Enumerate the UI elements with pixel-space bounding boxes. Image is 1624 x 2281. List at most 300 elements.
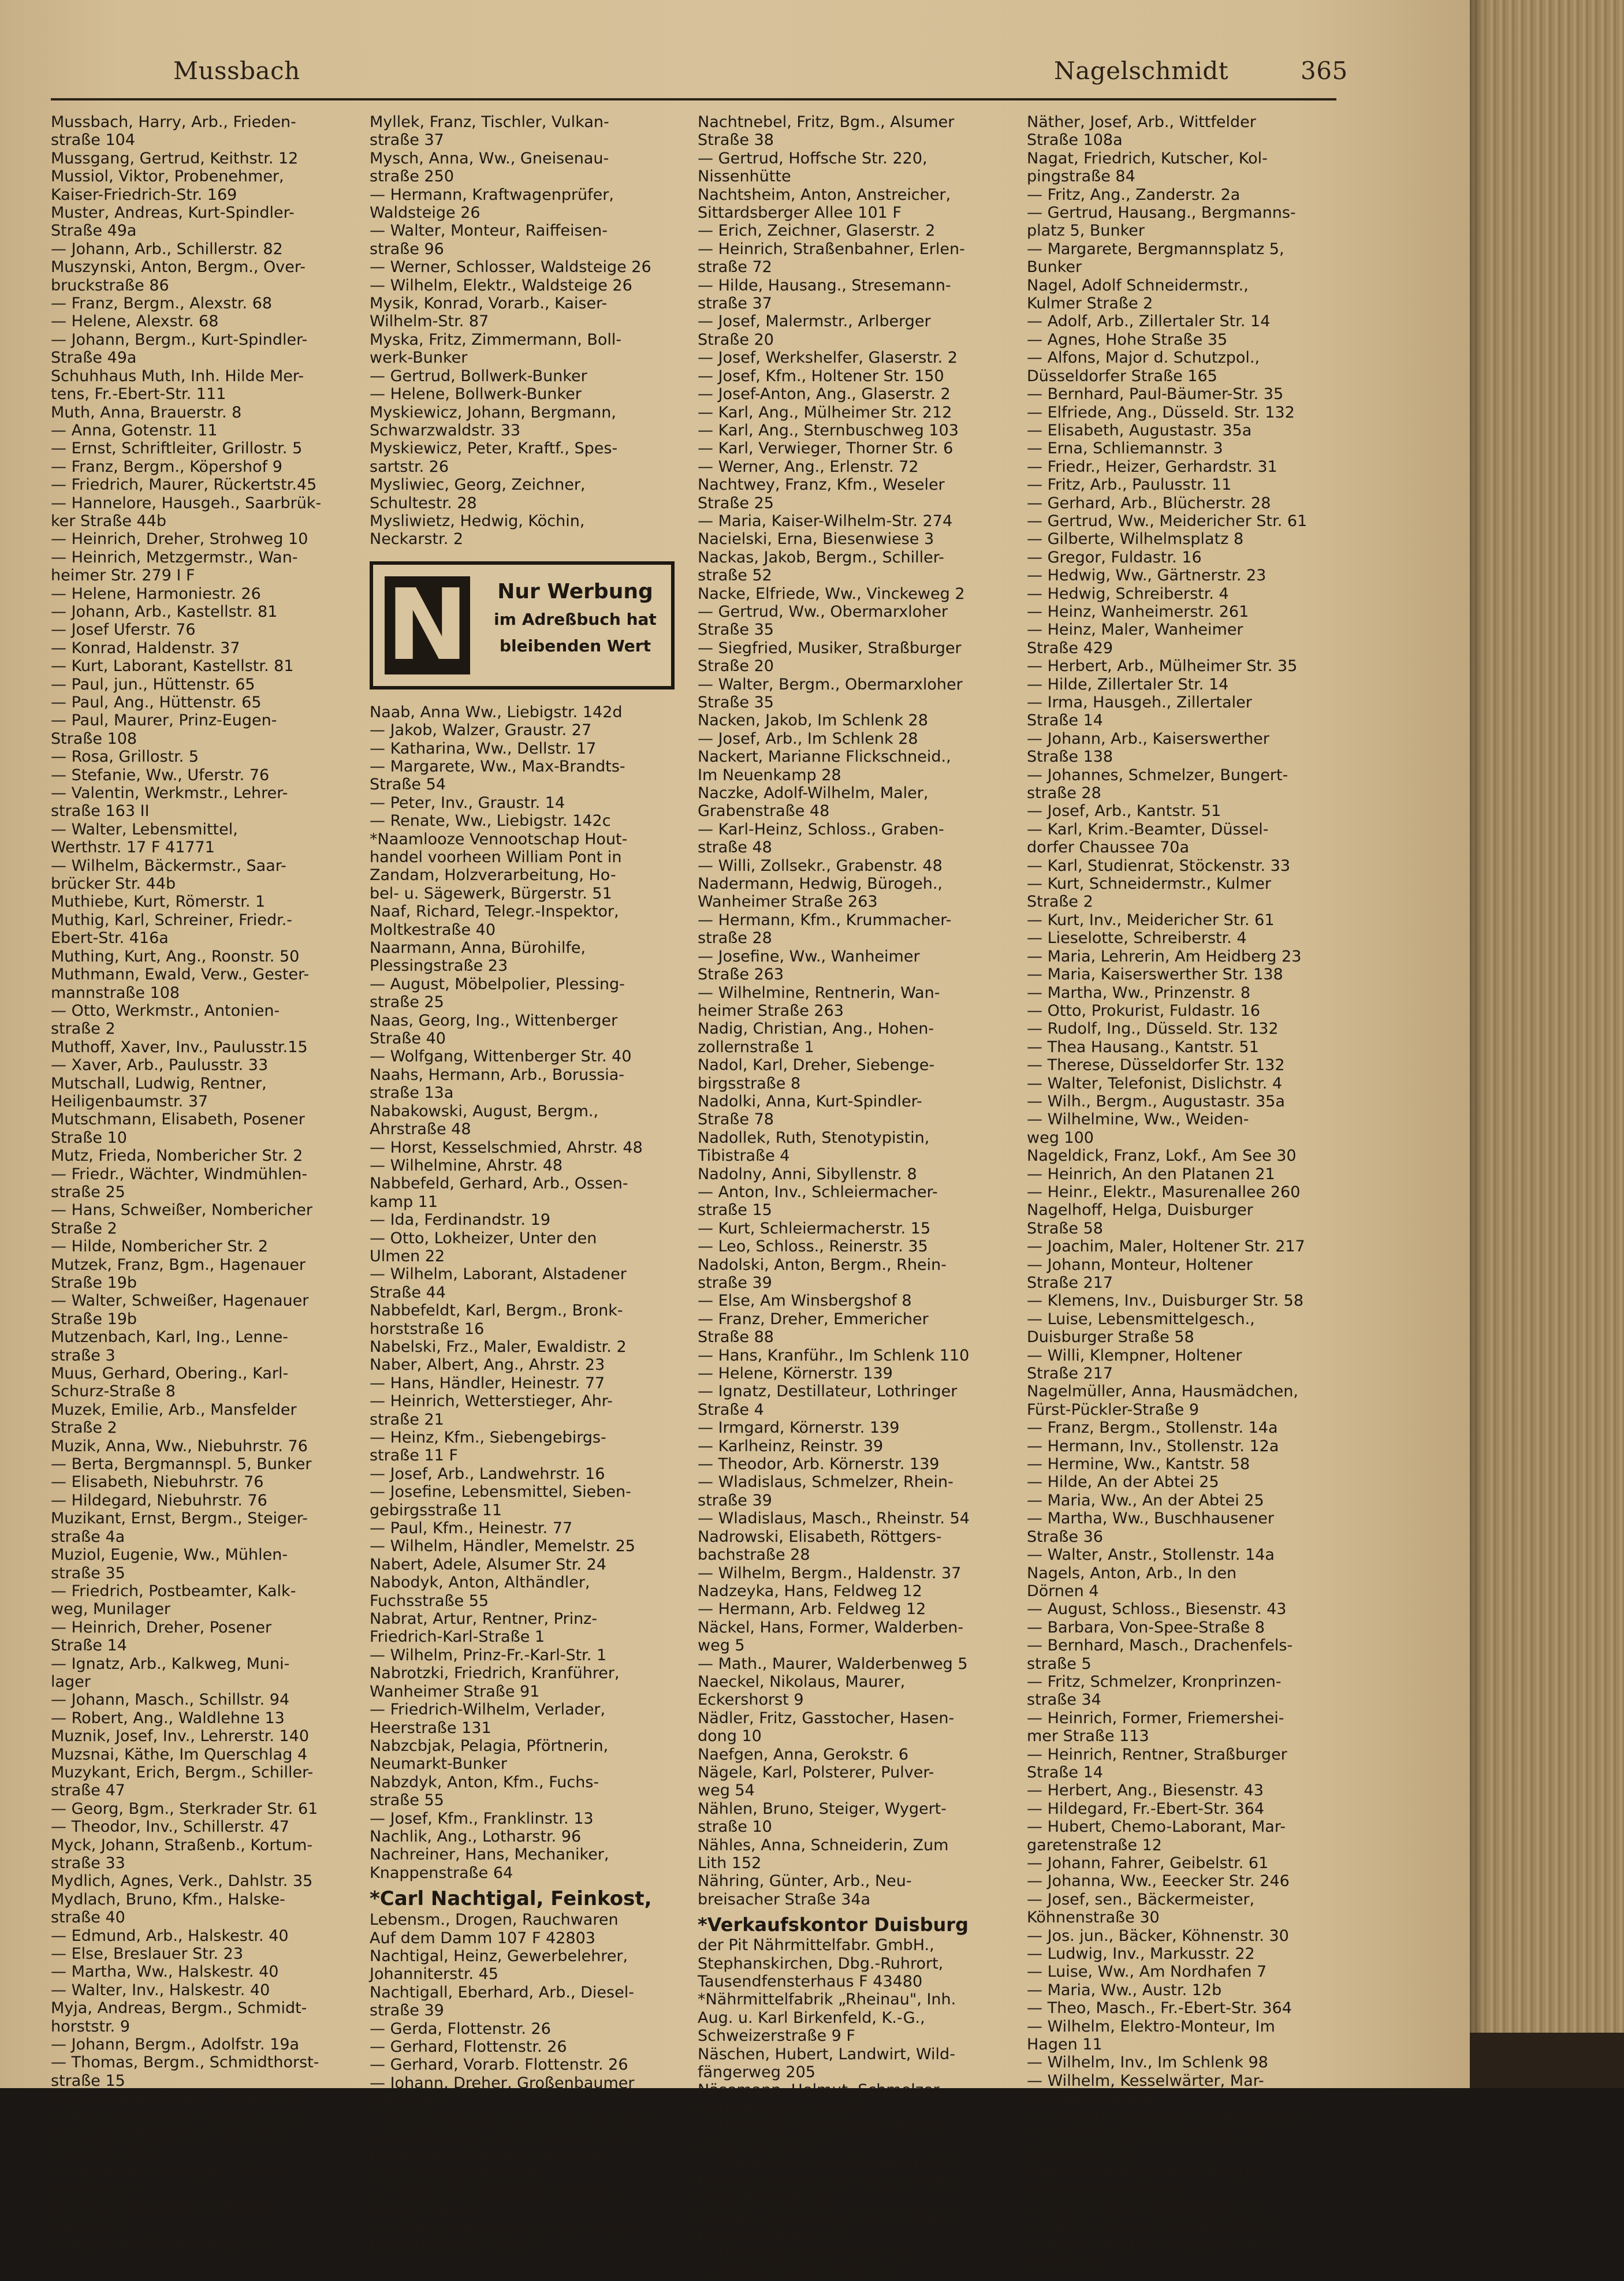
ad-text (483, 577, 668, 659)
directory-entry-line: gebirgsstraße 11 (370, 1501, 502, 1519)
directory-entry-line: Nadermann, Hedwig, Bürogeh., (698, 875, 943, 893)
directory-entry-line: — Rosa, Grillostr. 5 (51, 748, 199, 766)
directory-entry-line: Allee 141 (370, 2092, 443, 2111)
directory-entry-line: Ahrstraße 48 (370, 1120, 471, 1139)
directory-entry-line: — Katharina, Ww., Dellstr. 17 (370, 739, 597, 758)
directory-entry-line: straße 37 (370, 131, 444, 150)
directory-entry-line: — Alfons, Major d. Schutzpol., (1027, 349, 1260, 367)
directory-entry-line: Nabelski, Frz., Maler, Ewaldistr. 2 (370, 1337, 627, 1356)
directory-entry-line: Schwarzwaldstr. 33 (370, 421, 521, 439)
directory-entry-line: Mysliwietz, Hedwig, Köchin, (370, 512, 585, 530)
directory-entry-line: Straße 2 (1027, 893, 1093, 911)
directory-entry-line: Zandam, Holzverarbeitung, Ho- (370, 866, 616, 885)
directory-entry-line: Nädler, Fritz, Gasstocher, Hasen- (698, 1709, 955, 1727)
directory-entry-line: Straße 38 (698, 131, 774, 150)
directory-entry-line: Mussgang, Gertrud, Keithstr. 12 (51, 149, 299, 167)
header-rule (51, 98, 1336, 100)
directory-entry-line: — Margarete, Ww., Max-Brandts- (370, 757, 625, 776)
directory-entry-line: Nähles, Anna, Schneiderin, Zum (698, 1836, 949, 1854)
directory-entry-line: Nachtwey, Franz, Kfm., Weseler (698, 476, 945, 494)
directory-entry-line: — Erich, Zeichner, Glaserstr. 2 (698, 222, 936, 240)
directory-entry-line: — Kurt, Laborant, Kastellstr. 81 (51, 657, 294, 676)
directory-entry-line: mannstraße 108 (51, 983, 180, 1002)
header-right-keyword: Nagelschmidt (1054, 57, 1229, 85)
directory-entry-line: — Barbara, Von-Spee-Straße 8 (1027, 1618, 1265, 1637)
directory-entry-line: straße 10a (51, 2181, 135, 2199)
directory-entry-line: straße 29 (1027, 2253, 1101, 2271)
directory-entry-line: Nabzdyk, Anton, Kfm., Fuchs- (370, 1773, 599, 1791)
directory-entry-line: Straße 54 (370, 776, 446, 794)
directory-entry-line: Naefgen, Anna, Gerokstr. 6 (698, 1745, 909, 1764)
directory-entry-line: — Karl, Ang., Sternbuschweg 103 (698, 421, 959, 439)
directory-entry-line: Straße 25 (698, 494, 774, 512)
directory-entry-line: Straße 49a (51, 222, 137, 240)
directory-entry-line: — Edmund, Arb., Halskestr. 40 (51, 1926, 289, 1945)
directory-entry-line: — Wilhelmine, Ww., Weiden- (1027, 1110, 1249, 1129)
directory-entry-line: Mutschmann, Elisabeth, Posener (51, 1110, 305, 1129)
directory-entry-line: — Xaver, Arb., Paulusstr. 33 (51, 1056, 269, 1075)
directory-entry-line: Naczke, Adolf-Wilhelm, Maler, (698, 784, 929, 803)
directory-entry-line: — Friedrich, Postbeamter, Kalk- (51, 1582, 296, 1600)
directory-entry-line: Muster, Andreas, Kurt-Spindler- (51, 204, 295, 222)
directory-entry-line: — Walter, Anstr., Stollenstr. 14a (1027, 1546, 1275, 1564)
directory-entry-line: straße 47 (51, 1781, 125, 1800)
directory-entry-line: straße 39 (698, 1274, 772, 1292)
directory-entry-line: — Heinrich, Former, Friemershei- (1027, 1709, 1284, 1727)
directory-entry-line: — Kurt, Inv., Meidericher Str. 61 (1027, 911, 1275, 929)
directory-entry-line: horststr. 9 (51, 2017, 131, 2036)
directory-entry-line: Nabodyk, Anton, Althändler, (370, 1574, 590, 1592)
directory-entry-line: Nählen, Bruno, Steiger, Wygert- (698, 1799, 947, 1818)
directory-entry-line: — Stefanie, Ww., Uferstr. 76 (51, 766, 270, 784)
directory-entry-line: — Hedwig, Ww., Gärtnerstr. 23 (1027, 566, 1267, 585)
directory-entry-line: Nagels, Anton, Arb., In den (1027, 1564, 1237, 1582)
directory-entry-line: — Hermann Mechaniker, Habs- (698, 2118, 940, 2136)
directory-entry-line: — Anton, Inv., Schleiermacher- (698, 1183, 938, 1201)
directory-entry-line: — Hans, Im Birkenkamp 12 (51, 2235, 263, 2253)
directory-entry-line: — Walter, Telefonist, Dislichstr. 4 (1027, 1074, 1283, 1093)
directory-entry-line: Friedrich-Karl-Straße 1 (370, 1628, 545, 1646)
ad-line-1: Nur Werbung (497, 579, 653, 603)
directory-entry-line: — Otto, Prokurist, Fuldastr. 16 (1027, 1001, 1261, 1020)
directory-entry-line: Schultestr. 28 (370, 494, 477, 512)
directory-entry-line: Schuhhaus Muth, Inh. Hilde Mer- (51, 367, 304, 385)
directory-entry-line: Mutzenbach, Karl, Ing., Lenne- (51, 1328, 288, 1347)
directory-entry-line: straße 40 (51, 1909, 125, 1927)
directory-entry-line: Myllek, Franz, Tischler, Vulkan- (370, 113, 609, 131)
directory-entry-line: — Gertrud, Ww., Obermarxloher (698, 602, 948, 621)
directory-entry-line: Nähring, Günter, Arb., Neu- (698, 1872, 912, 1891)
directory-entry-line: — Josef, Arb., Kantstr. 51 (1027, 802, 1221, 821)
directory-entry-line: — Ignatz, Arb., Kalkweg, Muni- (51, 1654, 290, 1673)
directory-entry-line: Myskiewicz, Johann, Bergmann, (370, 403, 616, 422)
directory-entry-line: — Thea Hausang., Kantstr. 51 (1027, 1038, 1259, 1056)
directory-entry-line: Nagel, Adolf Schneidermstr., (1027, 276, 1249, 295)
directory-entry-line: Lebensm., Drogen, Rauchwaren (370, 1911, 619, 1929)
directory-entry-line: — Karl-Heinz, Schloss., Graben- (698, 820, 944, 838)
directory-entry-line: — Martha, Ww., Halskestr. 40 (51, 1963, 279, 1981)
directory-entry-line: Muthing, Kurt, Ang., Roonstr. 50 (51, 947, 300, 966)
directory-entry-line: — Hildegard, Fr.-Ebert-Str. 364 (1027, 1799, 1265, 1818)
directory-entry-line: Schurz-Straße 8 (51, 1382, 176, 1401)
directory-entry-line: beckstraße 2 F 30447 (370, 2237, 540, 2256)
directory-entry-line: — Gerda, Flottenstr. 26 (370, 2019, 551, 2038)
directory-entry-line: — Hedwig, Schreiberstr. 4 (1027, 584, 1229, 603)
directory-entry-line: Myland, Elisabeth, Im Birken- (51, 2198, 279, 2217)
directory-entry-line: straße 15 (51, 2071, 125, 2090)
directory-entry-line: — Werner, Schlosser, Waldsteige 26 (370, 258, 651, 277)
directory-entry-line: — Walter, Schweißer, Hagenauer (51, 1292, 309, 1310)
directory-entry-line: — Gertrud, Ww., Meidericher Str. 61 (1027, 512, 1308, 530)
ad-line-2: im Adreßbuch hat (494, 609, 657, 629)
directory-entry-line: weg 100 (1027, 1128, 1094, 1147)
directory-entry-line: straße 28 (1027, 784, 1101, 803)
directory-entry-line: Naeckel, Nikolaus, Maurer, (698, 1672, 906, 1691)
directory-entry-line: — Josef, Arb., Landwehrstr. 16 (370, 1464, 605, 1483)
directory-entry-line: Neumarkt-Bunker (370, 1755, 508, 1773)
column-2-entries (370, 703, 679, 1882)
directory-entry-line: — Hans, Kranführ., Im Schlenk 110 (698, 1346, 970, 1365)
directory-entry-line: — Walter, Valenkamp 15 (698, 2263, 890, 2281)
directory-entry-line: Muszynski, Anton, Bergm., Over- (51, 258, 306, 277)
directory-entry-line: Muzsnai, Käthe, Im Querschlag 4 (51, 1745, 308, 1764)
directory-entry-line: Tibistraße 4 (698, 1147, 790, 1165)
directory-entry-line: — Helene, Bollwerk-Bunker (370, 385, 582, 404)
directory-entry-line: — Franz, Dreher, Emmericher (698, 1310, 929, 1328)
directory-entry-line: — Willi, Klempner, Holtener (1027, 1346, 1242, 1365)
directory-entry-line: Muthoff, Xaver, Inv., Paulusstr.15 (51, 1038, 308, 1056)
directory-entry-line: Straße 2 (51, 1219, 117, 1238)
directory-entry-line: straße 104 (51, 131, 136, 150)
directory-entry-line: Straße 78 (698, 1110, 774, 1129)
directory-entry-line: birgsstraße 8 (698, 1074, 801, 1093)
directory-entry-line: straße 33 (51, 1854, 125, 1872)
directory-entry-line: — Theodor, Arb. Körnerstr. 139 (698, 1455, 940, 1474)
directory-entry-line: Nadrowski, Elisabeth, Röttgers- (698, 1527, 942, 1546)
directory-entry-line: Knaudt-Straße 32 (698, 2190, 835, 2208)
directory-entry-line: Straße 10 (51, 1128, 127, 1147)
directory-entry-line: — Anna, Gotenstr. 11 (51, 421, 218, 439)
directory-entry-line: fängerweg 205 (698, 2063, 815, 2082)
directory-entry-line: — Maria, Ww., Austr. 12b (1027, 1981, 1222, 1999)
directory-entry-line: — Irma, Hausgeh., Zillertaler (1027, 694, 1252, 711)
directory-entry-line: — Franz, Bergm., Stollenstr. 14a (1027, 1419, 1278, 1437)
directory-entry-line: Näther, Josef, Arb., Wittfelder (1027, 113, 1256, 131)
directory-entry-line: Dieselstr. 10a (51, 2144, 158, 2163)
directory-entry-line: Tausendfensterhaus F 43480 (698, 1973, 923, 1991)
directory-entry-line: heimer Str. 279 I F (51, 566, 195, 585)
directory-entry-line: Nabbefeld, Gerhard, Arb., Ossen- (370, 1175, 628, 1193)
directory-entry-line: weg, Munilager (51, 1600, 170, 1619)
directory-entry-line: — Karlheinz, Reinstr. 39 (698, 1437, 884, 1455)
directory-entry-line: — Jos. jun., Bäcker, Köhnenstr. 30 (1027, 1926, 1289, 1945)
directory-entry-line: Mutschall, Ludwig, Rentner, (51, 1074, 267, 1093)
directory-entry-line: straße 52 (698, 566, 772, 585)
directory-entry-line: Nachtmann, Eduard, Werkmstr., (370, 2146, 619, 2165)
directory-entry-line: — Theodor, Inv., Schillerstr. 47 (51, 1818, 290, 1836)
directory-entry-line: — Peter, Hauer, Coupettestr. 13 (1027, 2217, 1276, 2235)
directory-entry-line: — Berta, Bergmannspl. 5, Bunker (51, 1455, 312, 1474)
column-3-tail-entries (698, 1936, 1007, 2281)
ad-line-3: bleibenden Wert (500, 636, 651, 655)
directory-entry-line: — Fritz, Arb., Paulusstr. 11 (1027, 476, 1232, 494)
directory-entry-line: straße 15 (698, 1201, 772, 1220)
page-number: 365 (1301, 57, 1348, 85)
directory-entry-line: — Walter, Lebensmittel, (51, 820, 238, 838)
directory-entry-line: lager (51, 1672, 91, 1691)
directory-entry-line: — Karl, Verwieger, Thorner Str. 6 (698, 439, 953, 458)
directory-entry-line: straße 25 (370, 993, 444, 1012)
directory-entry-line: — Ernst, Schriftleiter, Grillostr. 5 (51, 439, 303, 458)
directory-entry-line: Myk, Johann, Bergm., Jahnstr. 71 (51, 2090, 306, 2108)
directory-entry-line: dong 10 (698, 1727, 762, 1746)
directory-entry-line: — Josef, Kfm., Holtener Str. 150 (698, 367, 944, 385)
directory-entry-line: — Karl, Studienrat, Stöckenstr. 33 (1027, 856, 1291, 875)
directory-entry-line: bergstraße 21 (370, 2201, 480, 2219)
directory-entry-line: Grabenstraße 48 (698, 802, 830, 821)
directory-entry-line: garetenstraße 12 (1027, 1836, 1162, 1854)
directory-entry-line: — Heinrich, Dreher, Strohweg 10 (51, 530, 308, 549)
directory-entry-line: straße 34 (1027, 1691, 1101, 1709)
directory-entry-line: — Horst, Kesselschmied, Ahrstr. 48 (370, 1138, 643, 1157)
directory-entry-line: — Wilhelm, Schloss., Matthesstr. 8a (1027, 2108, 1305, 2126)
directory-entry-line: Myck, Johann, Straßenb., Kortum- (51, 1836, 313, 1854)
directory-entry-line: Muus, Gerhard, Obering., Karl- (51, 1365, 289, 1383)
directory-entry-line: — Renate, Ww., Liebigstr. 142c (370, 812, 611, 830)
directory-entry-line: — Josefine, Lebensmittel, Sieben- (370, 1483, 631, 1501)
directory-entry-line: Straße 14 (1027, 711, 1103, 730)
directory-entry-line: Muzykant, Erich, Bergm., Schiller- (51, 1763, 314, 1781)
directory-entry-line: burgerstraße 27 (698, 2135, 824, 2154)
directory-entry-line: ker Straße 44b (51, 512, 167, 530)
directory-entry-line: Straße 429 (1027, 639, 1113, 657)
book-page-edges (1470, 0, 1624, 2088)
directory-entry-line: — Martha, Ww., Prinzenstr. 8 (1027, 983, 1251, 1002)
directory-entry-line: Naab, Anna Ww., Liebigstr. 142d (370, 703, 623, 721)
directory-entry-line: Naaf, Richard, Telegr.-Inspektor, (370, 903, 619, 921)
directory-entry-line: — Ferdinand, Verputzer, Ranen- (370, 2183, 618, 2201)
directory-entry-line: — Walter, Bergm., Obermarxloher (698, 675, 963, 694)
directory-entry-line: Nacielski, Erna, Biesenwiese 3 (698, 530, 934, 549)
directory-entry-line: Im Neuenkamp 28 (698, 766, 841, 784)
page-edge-shadow (1470, 0, 1486, 2088)
directory-entry-line: — Franz, Bergm., Alexstr. 68 (51, 295, 273, 313)
directory-entry-line: — Luise, Ww., Am Nordhafen 7 (1027, 1963, 1267, 1981)
directory-entry-line: Nachlik, Ang., Lotharstr. 96 (370, 1827, 582, 1846)
directory-entry-line: — Josef, sen., Bäckermeister, (1027, 1890, 1255, 1909)
directory-entry-line: Moltkestraße 40 (370, 920, 496, 939)
directory-entry-line: Nadolki, Anna, Kurt-Spindler- (698, 1092, 922, 1110)
directory-entry-line: — Konrad, Haldenstr. 37 (51, 639, 240, 657)
directory-entry-line: — Gertrud, Hoffsche Str. 220, (698, 149, 928, 167)
directory-entry-line: Naber, Albert, Ang., Ahrstr. 23 (370, 1356, 605, 1374)
directory-entry-line: kamp 11 (370, 1192, 438, 1211)
directory-entry-line: — Therese, Düsseldorfer Str. 132 (1027, 1056, 1285, 1075)
directory-entry-line: sartstr. 26 (370, 457, 449, 476)
directory-entry-line: — Georg, Bgm., Sterkrader Str. 61 (51, 1799, 318, 1818)
directory-entry-line: — Bernhard, Masch., Drachenfels- (1027, 1637, 1293, 1655)
directory-entry-line: Plessingstraße 23 (370, 957, 508, 975)
directory-entry-line: straße 3 (51, 1346, 116, 1365)
directory-entry-line: — Ida, Ferdinandstr. 19 (370, 1211, 551, 1229)
directory-entry-line: brücker Str. 44b (51, 875, 176, 893)
directory-entry-line: Straße 263 (698, 966, 784, 984)
directory-entry-line: — August, Möbelpolier, Plessing- (370, 975, 625, 993)
directory-entry-line: — Robert, Ang., Waldlehne 13 (51, 1709, 285, 1727)
directory-entry-line: — Erna, Schliemannstr. 3 (1027, 439, 1223, 458)
directory-entry-line: Nadig, Christian, Ang., Hohen- (698, 1020, 934, 1038)
directory-entry-line: — Fritz, Ang., Zanderstr. 2a (1027, 185, 1241, 204)
directory-entry-line: straße 39 (370, 2002, 444, 2020)
column-3 (698, 113, 1007, 2281)
directory-entry-line: — Elisabeth, Augustastr. 35a (1027, 421, 1252, 439)
directory-entry-line: — Johann, Fahrer, Geibelstr. 61 (1027, 1854, 1269, 1872)
directory-entry-line: — Joachim, Maler, Holtener Str. 217 (1027, 1238, 1305, 1256)
directory-entry-line: — Helene, Harmoniestr. 26 (51, 584, 261, 603)
directory-entry-line: Knappenstraße 64 (370, 1863, 513, 1882)
directory-entry-line: — Otto, Lokheizer, Unter den (370, 1229, 597, 1247)
directory-entry-line: — Friedr., Wächter, Windmühlen- (51, 1165, 308, 1183)
directory-entry-line: — Elisabeth, Niebuhrstr. 76 (51, 1473, 264, 1492)
directory-entry-line: — Heinrich, Straßenbahner, Erlen- (698, 240, 965, 258)
directory-entry-line: — Walter, Inv., Halskestr. 40 (51, 1981, 270, 1999)
directory-entry-line: Fürst-Pückler-Straße 9 (1027, 1400, 1200, 1419)
directory-entry-line: Overbruckstraße 60 (1027, 2181, 1183, 2199)
directory-entry-line: — Lieselotte, Hausgeh., Diesel- (51, 2162, 295, 2181)
directory-entry-line: — Margarete, Bergmannsplatz 5, (1027, 240, 1284, 258)
directory-entry-line: — Hermann, Kraftwagenprüfer, (370, 185, 614, 204)
directory-entry-line: horststraße 16 (370, 1320, 485, 1338)
directory-entry-line: — Hermann, Kfm., Krummacher- (698, 911, 952, 929)
directory-entry-line: — Heinrich, An den Platanen 21 (1027, 1165, 1275, 1183)
directory-entry-line: — Willi, Zollsekr., Grabenstr. 48 (698, 856, 943, 875)
directory-entry-line: Nackert, Marianne Flickschneid., (698, 748, 951, 766)
directory-entry-line: — Paul, Schweißer, Werthstr. 21 (51, 2108, 300, 2126)
directory-entry-line: Mykowski, Bernhard, Rentner, (51, 2126, 284, 2145)
directory-entry-line: — Wilhelm, Elektr., Waldsteige 26 (370, 276, 632, 295)
directory-entry-line: Straße 138 (1027, 748, 1113, 766)
directory-entry-line: Düsseldorfer Straße 165 (1027, 367, 1217, 385)
directory-entry-line: Straße 14 (51, 1637, 127, 1655)
directory-entry-line: Nadol, Karl, Dreher, Siebenge- (698, 1056, 935, 1075)
directory-entry-line: — Irmgard, Körnerstr. 139 (698, 1419, 900, 1437)
directory-entry-line: Naeser, Gerhard, Dr.-Ing., Schulz- (698, 2172, 959, 2190)
directory-entry-line: Nabakowski, August, Bergm., (370, 1102, 599, 1120)
directory-entry-line: — Maria, Kaiserswerther Str. 138 (1027, 966, 1283, 984)
directory-entry-line: pingstraße 84 (1027, 167, 1135, 186)
directory-entry-line: Heerstraße 131 (370, 1719, 491, 1737)
directory-entry-line: — Josef Uferstr. 76 (51, 621, 196, 639)
directory-entry-line: — Karl, Krim.-Beamter, Düssel- (1027, 820, 1269, 838)
directory-entry-line: Nagelhoff, Helga, Duisburger (1027, 1201, 1253, 1220)
directory-entry-line: Nägele, Karl, Polsterer, Pulver- (698, 1763, 934, 1781)
directory-entry-line: Mutz, Frieda, Nombericher Str. 2 (51, 1147, 303, 1165)
directory-entry-line: Magnus-Straße 13 (698, 2226, 840, 2245)
directory-entry-line: — Else, Am Winsbergshof 8 (698, 1292, 912, 1310)
directory-entry-line: — Hans, Schweißer, Nombericher (51, 1201, 312, 1220)
directory-entry-line: — Luise, Lebensmittelgesch., (1027, 1310, 1255, 1328)
directory-entry-line: Straße 35 (698, 694, 774, 711)
directory-entry-line: Muth, Anna, Brauerstr. 8 (51, 403, 242, 422)
directory-entry-line: Wilhelm-Str. 87 (370, 312, 489, 331)
directory-entry-line: Dörnen 4 (1027, 1582, 1099, 1600)
advertisement-box (370, 561, 675, 689)
directory-entry-line: — Heinz, Wanheimerstr. 261 (1027, 602, 1249, 621)
column-2-tail-entries (370, 1911, 679, 2256)
directory-entry-line: Nadolny, Anni, Sibyllenstr. 8 (698, 1165, 917, 1183)
directory-entry-line: — Wladislaus, Masch., Rheinstr. 54 (698, 1510, 970, 1528)
directory-entry-line: — Paul, Maurer, Prinz-Eugen- (51, 711, 277, 730)
directory-entry-line: Nagelschmidt, Johann, Bergm., (1027, 2162, 1269, 2181)
directory-entry-line: Straße 2 (51, 1419, 117, 1437)
directory-entry-line: — Lieselotte, Schreiberstr. 4 (1027, 929, 1247, 948)
directory-entry-line: bel- u. Sägewerk, Bürgerstr. 51 (370, 884, 612, 903)
directory-entry-line: Straße 108 (51, 729, 137, 748)
directory-entry-line: — Gerhard, Arb., Blücherstr. 28 (1027, 494, 1271, 512)
directory-entry-line: Näsemann, Helmut, Schmelzer, (698, 2081, 945, 2100)
directory-entry-line: Mysliwiec, Georg, Zeichner, (370, 476, 586, 494)
directory-entry-line: — Herbert, Arb., Mülheimer Str. 35 (1027, 657, 1298, 676)
directory-entry-line: straße 21 (370, 1410, 444, 1429)
directory-entry-line: — Klemens, Inv., Duisburger Str. 58 (1027, 1292, 1304, 1310)
directory-entry-line: — Paul, Kfm., Heinestr. 77 (370, 1519, 573, 1538)
directory-entry-line: — Johann, Masch., Schillstr. 94 (51, 1691, 290, 1709)
directory-entry-line: Straße 88 (698, 1328, 774, 1347)
directory-entry-line: Straße 40 (370, 1030, 446, 1048)
directory-entry-line: — Werner, Ang., Erlenstr. 72 (698, 457, 919, 476)
directory-entry-line: — Math., Maurer, Walderbenweg 5 (698, 1654, 968, 1673)
directory-entry-line: Muzikant, Ernst, Bergm., Steiger- (51, 1510, 308, 1528)
directory-entry-line: — Heinz, Kfm., Siebengebirgs- (370, 1429, 606, 1447)
directory-entry-line: — Friedr., Heizer, Gerhardstr. 31 (1027, 457, 1277, 476)
column-4 (1027, 113, 1336, 2271)
directory-entry-line: — Johann, Bergm., Kurt-Spindler- (51, 330, 308, 349)
directory-entry-line: Nachtigal, Heinz, Gewerbelehrer, (370, 1947, 628, 1965)
directory-entry-line: — Rudolf, Ing., Düsseld. Str. 132 (1027, 1020, 1279, 1038)
directory-entry-line: Muthig, Karl, Schreiner, Friedr.- (51, 911, 293, 929)
directory-entry-line: — Maria, Kaiser-Wilhelm-Str. 274 (698, 512, 953, 530)
directory-entry-line: Naas, Georg, Ing., Wittenberger (370, 1011, 618, 1030)
directory-entry-line: straße 55 (370, 1791, 444, 1810)
directory-entry-line: garetenstraße 6 (1027, 2090, 1152, 2108)
directory-entry-line: Mussiol, Viktor, Probenehmer, (51, 167, 284, 186)
directory-entry-line: — Martha, Ww., Auf d. Damm 107 (370, 2129, 635, 2147)
directory-entry-line: Muzek, Emilie, Arb., Mansfelder (51, 1400, 297, 1419)
directory-entry-line: Nabert, Adele, Alsumer Str. 24 (370, 1555, 606, 1574)
directory-entry-line: straße 48 (698, 838, 772, 857)
directory-entry-line: straße 5 (1027, 1654, 1092, 1673)
directory-entry-line: straße 96 (370, 240, 444, 258)
directory-entry-line: — Hilde, Zillertaler Str. 14 (1027, 675, 1229, 694)
directory-entry-line: — Hildegard, Niebuhrstr. 76 (51, 1491, 267, 1510)
directory-entry-line: — Paul, Ang., Hüttenstr. 65 (51, 694, 262, 711)
directory-entry-line: — Wilhelm, Händler, Memelstr. 25 (370, 1537, 635, 1556)
directory-entry-line: tenstraße 15 F (1027, 2144, 1141, 2163)
directory-entry-line: Myska, Fritz, Zimmermann, Boll- (370, 330, 622, 349)
directory-entry-line: — Wilh., Bergm., Augustastr. 35a (1027, 1092, 1285, 1110)
directory-entry-line: Straße 49a (51, 349, 137, 367)
directory-entry-line: Myskiewicz, Peter, Kraftf., Spes- (370, 439, 618, 458)
directory-entry-line: Johanniterstr. 45 (370, 1965, 498, 1984)
directory-entry-line: Straße 4 (698, 1400, 764, 1419)
directory-entry-line: Nackas, Jakob, Bergm., Schiller- (698, 548, 944, 566)
directory-entry-line: Kulmer Straße 2 (1027, 295, 1153, 313)
directory-entry-line: — Johann, Bergm., Adolfstr. 19a (51, 2036, 300, 2054)
directory-entry-line: Straße 19b (51, 1274, 137, 1292)
directory-entry-line: — Theo, Masch., Fr.-Ebert-Str. 364 (1027, 1999, 1292, 2018)
directory-entry-line: — Kurt, Schneidermstr., Kulmer (1027, 875, 1271, 893)
directory-entry-line: Nabzcbjak, Pelagia, Pförtnerin, (370, 1736, 609, 1755)
